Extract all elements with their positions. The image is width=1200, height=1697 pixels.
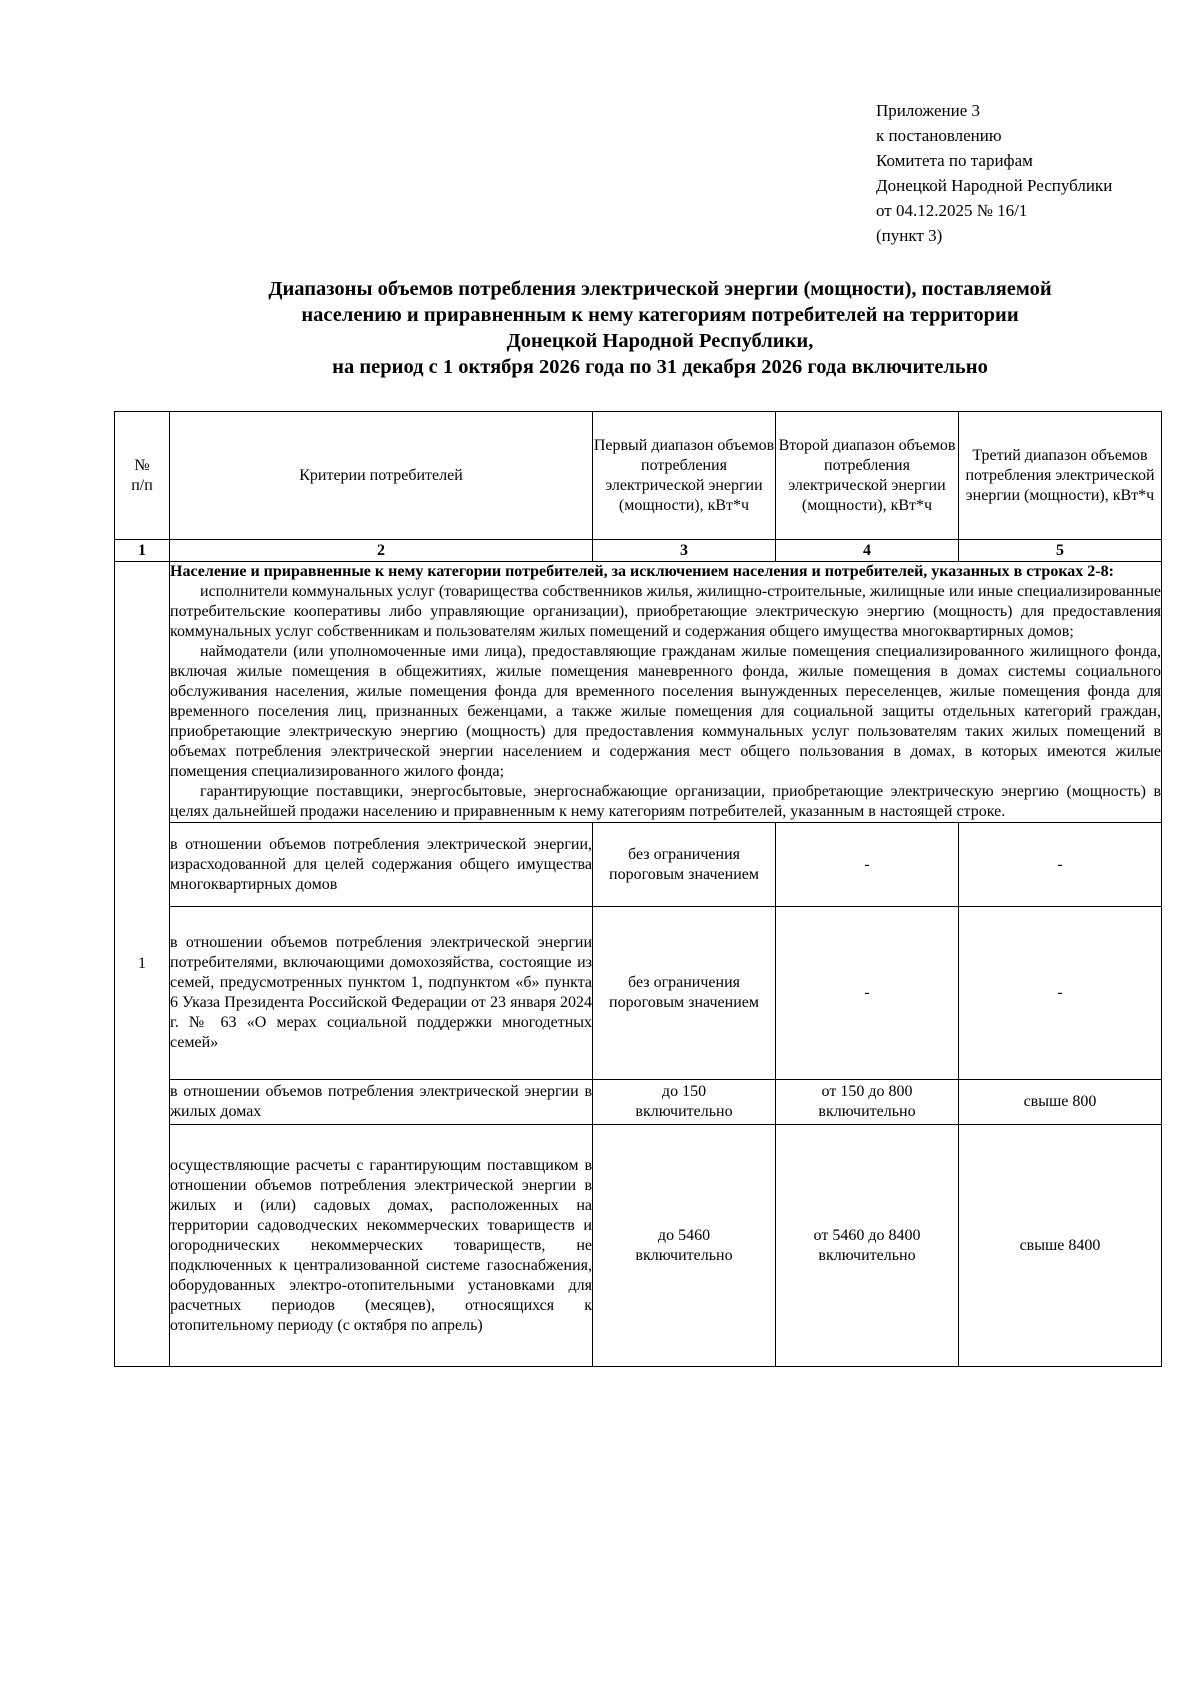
header-row — [115, 412, 1162, 540]
header-range-1: Первый диапазон объемов потребления электрической энергии (мощности), кВт*ч — [593, 412, 776, 540]
header-number — [115, 412, 170, 540]
criteria-cell: в отношении объемов потребления электрической энергии потребителями, включающими домохозяйства, состоящие из семей, предусмотренных пунктом 1, подпунктом «б» пункта 6 Указа Президента Российской Федерации от 23 января 2024 г. № 63 «О мерах социальной поддержки многодетных семей» — [170, 907, 593, 1080]
appendix-line: Приложение 3 — [876, 101, 980, 120]
appendix-line: Донецкой Народной Республики — [876, 176, 1113, 195]
range-value: от 150 до 800 — [821, 1083, 913, 1100]
column-number: 1 — [115, 540, 170, 562]
consumption-ranges-table — [114, 411, 1162, 1367]
column-number: 3 — [593, 540, 776, 562]
column-number: 5 — [959, 540, 1162, 562]
row-paragraph: исполнители коммунальных услуг (товарищества собственников жилья, жилищно-строительные, жилищные или иные специализированные потребительские кооперативы либо управляющие организации), приобретающие электрическую энергию (мощность) для предоставления коммунальных услуг собственникам и пользователям жилых помещений и содержания общего имущества многоквартирных домов; — [170, 583, 1161, 640]
column-number: 4 — [776, 540, 959, 562]
range-qualifier: включительно — [818, 1103, 916, 1120]
range-qualifier: включительно — [818, 1246, 916, 1264]
range-3-cell: - — [959, 907, 1162, 1080]
appendix-reference — [876, 98, 1176, 248]
appendix-line: (пункт 3) — [876, 226, 943, 245]
document-title — [120, 276, 1200, 380]
header-range-3: Третий диапазон объемов потребления электрической энергии (мощности), кВт*ч — [959, 412, 1162, 540]
header-range-2: Второй диапазон объемов потребления электрической энергии (мощности), кВт*ч — [776, 412, 959, 540]
criteria-cell: осуществляющие расчеты с гарантирующим поставщиком в отношении объемов потребления электрической энергии в жилых и (или) садовых домах, расположенных на территории садоводческих некоммерческих товариществ и огороднических некоммерческих товариществ, не подключенных к централизованной системе газоснабжения, оборудованных электро-отопительными установками для расчетных периодов (месяцев), относящихся к отопительному периоду (с октября по апрель) — [170, 1125, 593, 1367]
title-line: Донецкой Народной Республики, — [506, 330, 814, 352]
row-paragraph: гарантирующие поставщики, энергосбытовые, энергоснабжающие организации, приобретающие электрическую энергию (мощность) в целях дальнейшей продажи населению и приравненным к нему категориям потребителей, указанным в настоящей строке. — [170, 783, 1161, 820]
range-1-cell: без ограничения пороговым значением — [593, 823, 776, 907]
range-value: от 5460 до 8400 — [813, 1226, 921, 1244]
header-criteria: Критерии потребителей — [170, 412, 593, 540]
title-line: на период с 1 октября 2026 года по 31 декабря 2026 года включительно — [332, 356, 988, 378]
title-line: населению и приравненным к нему категориям потребителей на территории — [301, 304, 1019, 326]
table-row — [115, 823, 1162, 907]
range-2-cell — [776, 1080, 959, 1125]
column-number: 2 — [170, 540, 593, 562]
range-value: до 150 — [661, 1083, 707, 1100]
range-2-cell: - — [776, 907, 959, 1080]
row-description — [170, 562, 1162, 823]
table-row — [115, 1125, 1162, 1367]
table-row — [115, 1080, 1162, 1125]
range-2-cell: - — [776, 823, 959, 907]
header-number-sign: № — [134, 456, 150, 474]
range-1-cell: без ограничения пороговым значением — [593, 907, 776, 1080]
row-paragraph: наймодатели (или уполномоченные ими лица), предоставляющие гражданам жилые помещения специализированного жилищного фонда, включая жилые помещения в общежитиях, жилые помещения маневренного фонда, жилые помещения в домах системы социального обслуживания населения, жилые помещения фонда для временного поселения вынужденных переселенцев, жилые помещения фонда для временного поселения лиц, признанных беженцами, а также жилые помещения для социальной защиты отдельных категорий граждан, приобретающие электрическую энергию (мощность) для предоставления коммунальных услуг пользователям таких жилых помещений в объемах потребления электрической энергии населением и содержания мест общего пользования в домах, в которых имеются жилые помещения специализированного жилого фонда; — [170, 643, 1161, 780]
title-line: Диапазоны объемов потребления электрической энергии (мощности), поставляемой — [268, 278, 1052, 300]
appendix-line: от 04.12.2025 № 16/1 — [876, 201, 1028, 220]
table-row — [115, 562, 1162, 823]
table-row — [115, 907, 1162, 1080]
range-value: до 5460 — [657, 1226, 711, 1244]
row-number: 1 — [115, 562, 170, 1367]
range-2-cell — [776, 1125, 959, 1367]
range-3-cell: свыше 800 — [959, 1080, 1162, 1125]
criteria-cell: в отношении объемов потребления электрической энергии, израсходованной для целей содержания общего имущества многоквартирных домов — [170, 823, 593, 907]
appendix-line: к постановлению — [876, 126, 1002, 145]
range-1-cell — [593, 1125, 776, 1367]
column-number-row — [115, 540, 1162, 562]
criteria-cell: в отношении объемов потребления электрической энергии в жилых домах — [170, 1080, 593, 1125]
row-lead-text: Население и приравненные к нему категории потребителей, за исключением населения и потребителей, указанных в строках 2-8: — [170, 563, 1114, 580]
range-1-cell — [593, 1080, 776, 1125]
appendix-line: Комитета по тарифам — [876, 151, 1033, 170]
range-qualifier: включительно — [635, 1103, 733, 1120]
header-number-abbr: п/п — [131, 476, 153, 494]
range-qualifier: включительно — [635, 1246, 733, 1264]
range-3-cell: - — [959, 823, 1162, 907]
range-3-cell: свыше 8400 — [959, 1125, 1162, 1367]
